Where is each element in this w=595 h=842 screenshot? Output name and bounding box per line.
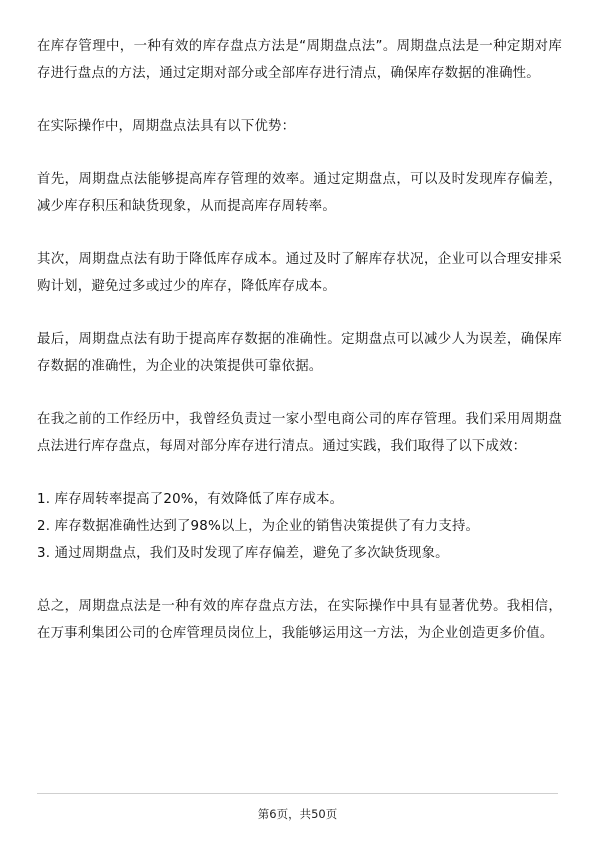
paragraph-intro: 在库存管理中，一种有效的库存盘点方法是“周期盘点法”。周期盘点法是一种定期对库存进行盘点的方法，通过定期对部分或全部库存进行清点，确保库存数据的准确性。: [37, 39, 562, 81]
results-list: [37, 486, 562, 567]
paragraph-experience: 在我之前的工作经历中，我曾经负责过一家小型电商公司的库存管理。我们采用周期盘点法进行库存盘点，每周对部分库存进行清点。通过实践，我们取得了以下成效：: [37, 412, 562, 454]
page-number: 第6页，共50页: [257, 807, 338, 821]
paragraph-first-advantage: 首先，周期盘点法能够提高库存管理的效率。通过定期盘点，可以及时发现库存偏差，减少库存积压和缺货现象，从而提高库存周转率。: [37, 172, 562, 214]
list-item: 1. 库存周转率提高了20%，有效降低了库存成本。: [37, 492, 344, 507]
paragraph-third-advantage: 最后，周期盘点法有助于提高库存数据的准确性。定期盘点可以减少人为误差，确保库存数据的准确性，为企业的决策提供可靠依据。: [37, 332, 562, 374]
list-item: 2. 库存数据准确性达到了98%以上，为企业的销售决策提供了有力支持。: [37, 519, 480, 534]
list-item: 3. 通过周期盘点，我们及时发现了库存偏差，避免了多次缺货现象。: [37, 546, 449, 561]
paragraph-advantages-heading: 在实际操作中，周期盘点法具有以下优势：: [37, 119, 296, 134]
paragraph-second-advantage: 其次，周期盘点法有助于降低库存成本。通过及时了解库存状况，企业可以合理安排采购计划，避免过多或过少的库存，降低库存成本。: [37, 252, 562, 294]
document-body: [37, 33, 562, 673]
footer-divider: [37, 793, 558, 794]
paragraph-conclusion: 总之，周期盘点法是一种有效的库存盘点方法，在实际操作中具有显著优势。我相信，在万事利集团公司的仓库管理员岗位上，我能够运用这一方法，为企业创造更多价值。: [37, 599, 562, 641]
